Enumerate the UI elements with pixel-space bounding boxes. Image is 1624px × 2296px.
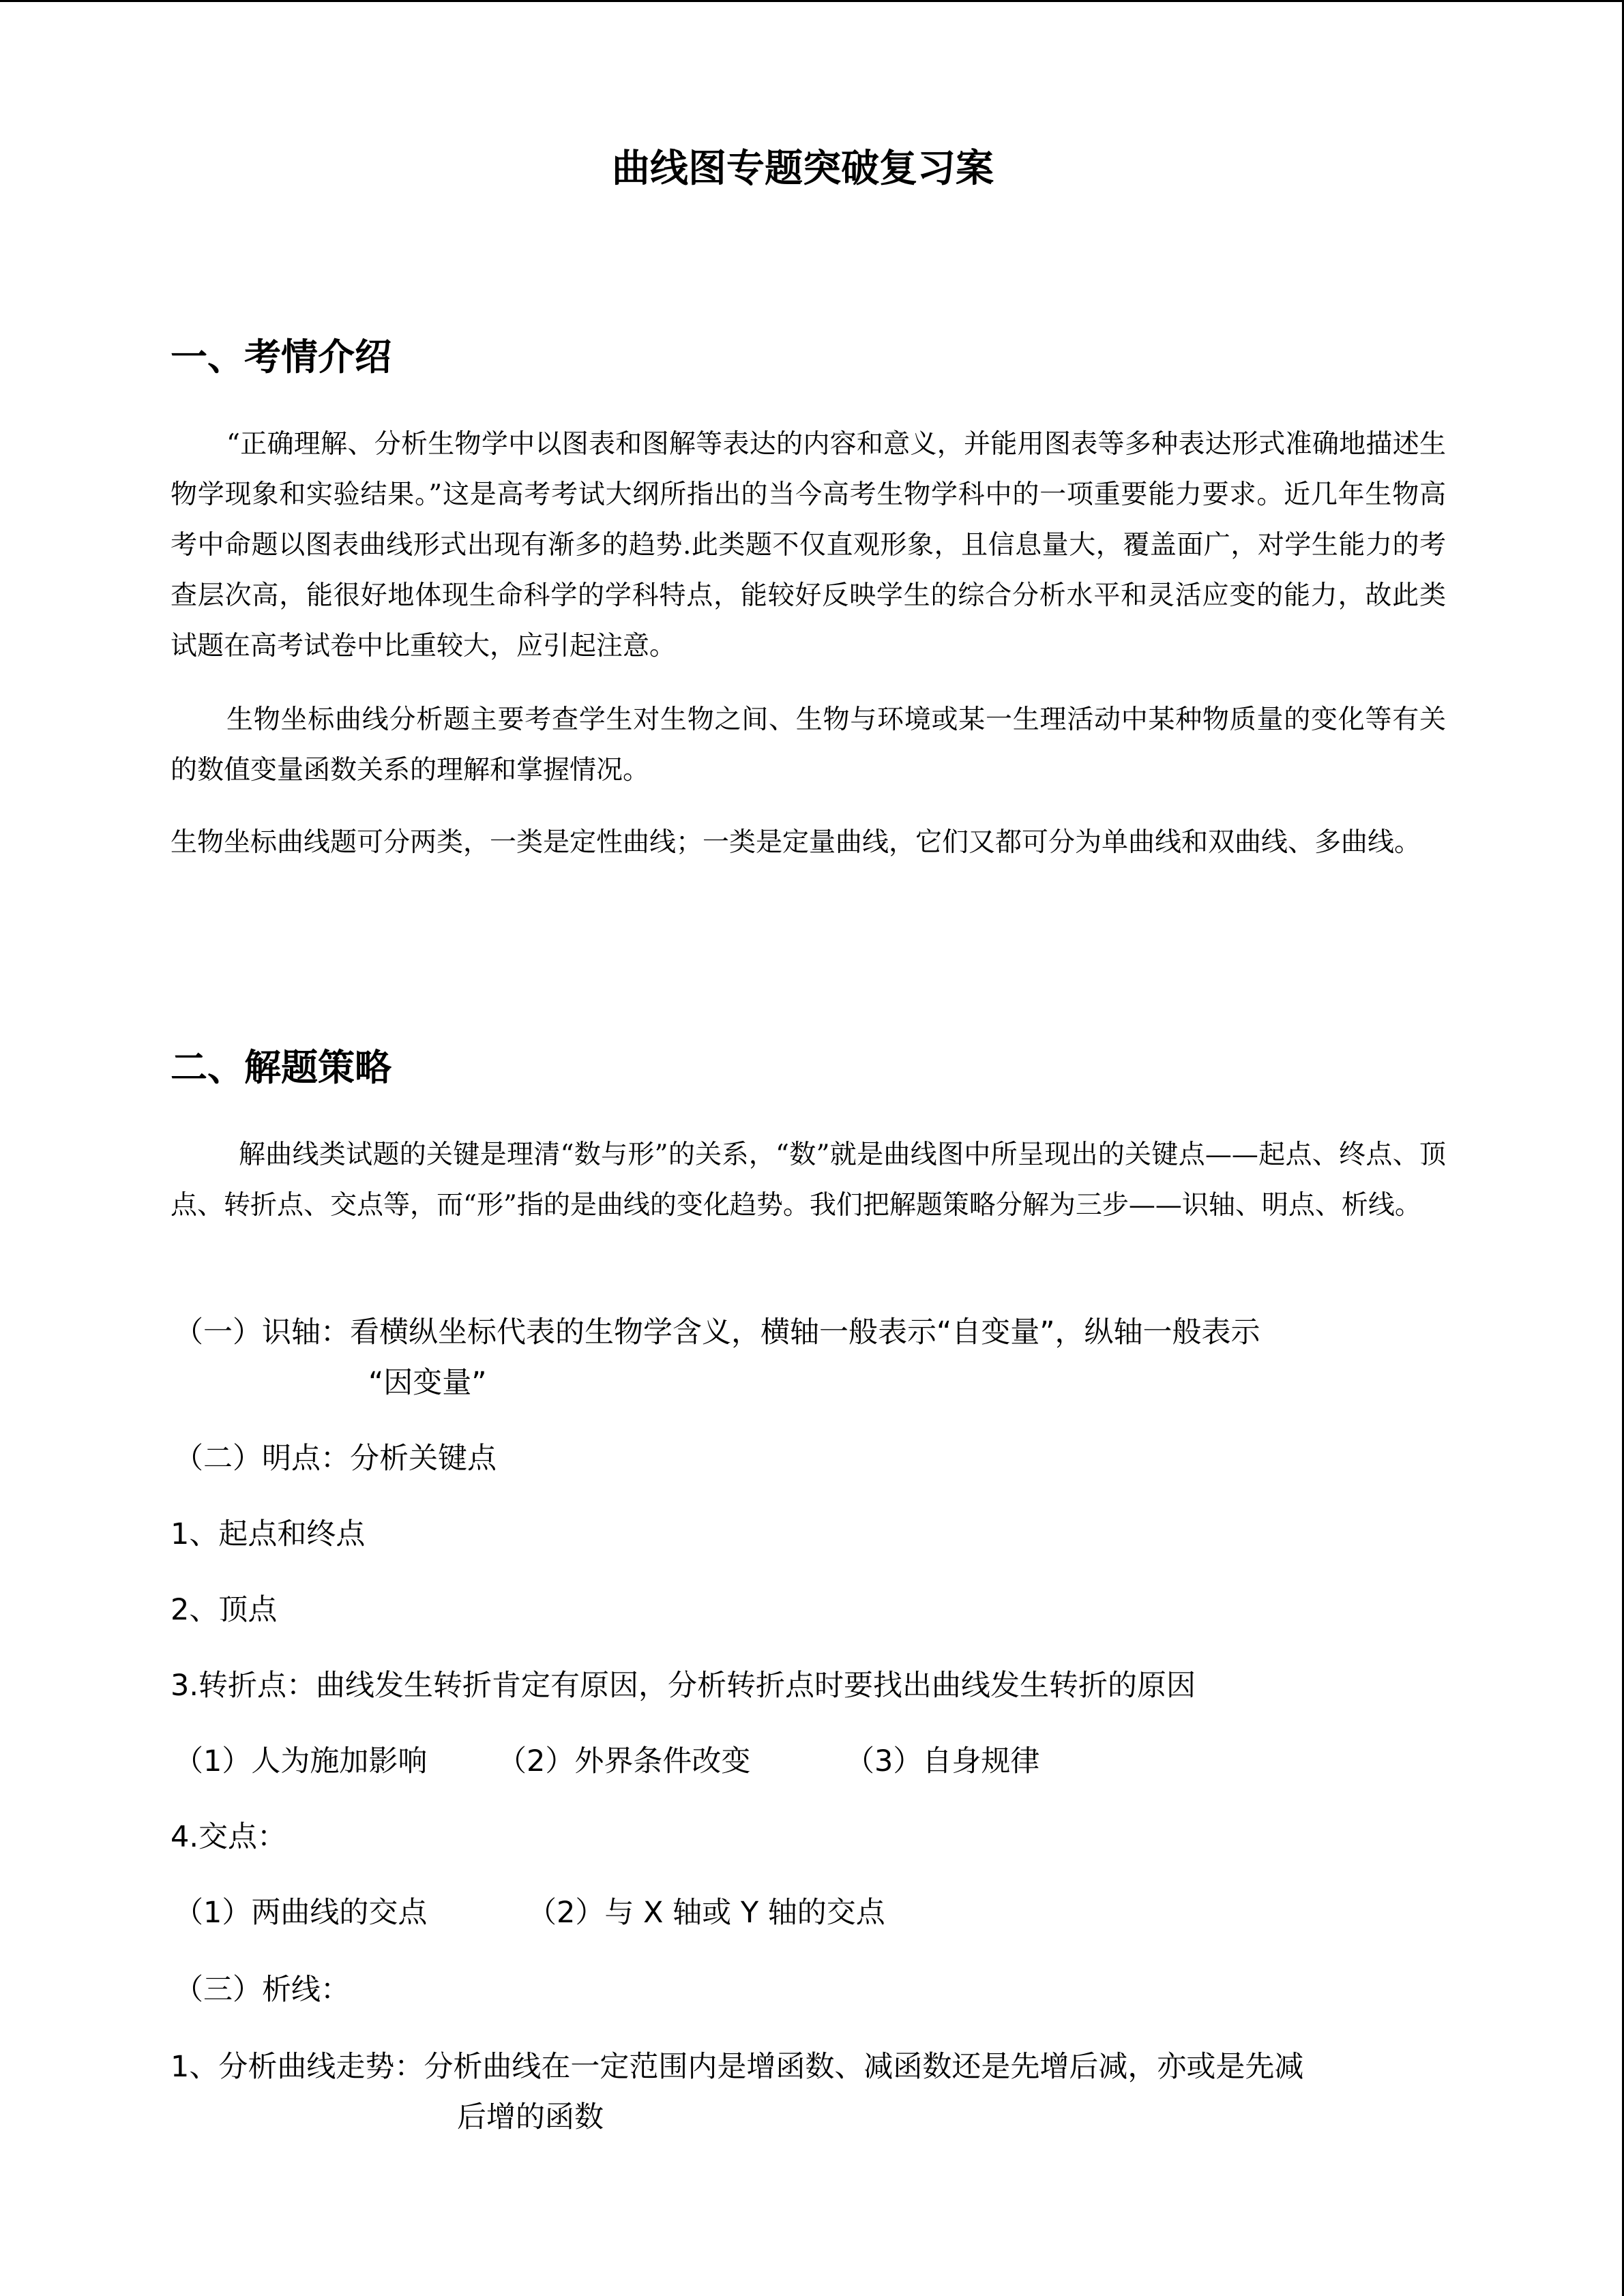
paragraph-exam-intro-1: “正确理解、分析生物学中以图表和图解等表达的内容和意义，并能用图表等多种表达形式准确地描述生物学现象和实验结果。”这是高考考试大纲所指出的当今高考生物学科中的一项重要能力要求。近几年生物高考中命题以图表曲线形式出现有渐多的趋势.此类题不仅直观形象，且信息量大，覆盖面广，对学生能力的考查层次高，能很好地体现生命科学的学科特点，能较好反映学生的综合分析水平和灵活应变的能力，故此类试题在高考试卷中比重较大，应引起注意。 — [171, 429, 1446, 661]
point-turning: 3.转折点：曲线发生转折肯定有原因，分析转折点时要找出曲线发生转折的原因 — [171, 1669, 1196, 1703]
step-identify-axis-continued: “因变量” — [368, 1366, 487, 1400]
step-key-points: （二）明点：分析关键点 — [174, 1442, 497, 1476]
turning-reasons — [174, 1738, 1039, 1785]
intersection-types — [174, 1889, 885, 1937]
point-start-end: 1、起点和终点 — [171, 1517, 366, 1551]
turning-reason-3: （3）自身规律 — [845, 1744, 1040, 1778]
intersection-type-2: （2）与 X 轴或 Y 轴的交点 — [527, 1896, 885, 1930]
document-title: 曲线图专题突破复习案 — [612, 147, 994, 191]
intersection-type-1: （1）两曲线的交点 — [174, 1896, 428, 1930]
paragraph-strategy-intro: 解曲线类试题的关键是理清“数与形”的关系，“数”就是曲线图中所呈现出的关键点——起点、终点、顶点、转折点、交点等，而“形”指的是曲线的变化趋势。我们把解题策略分解为三步——识轴、明点、析线。 — [171, 1139, 1446, 1221]
turning-reason-2: （2）外界条件改变 — [497, 1744, 751, 1778]
point-vertex: 2、顶点 — [171, 1593, 278, 1627]
section-heading-exam-intro: 一、考情介绍 — [171, 336, 392, 378]
line-trend-analysis-continued: 后增的函数 — [457, 2100, 604, 2134]
step-identify-axis: （一）识轴：看横纵坐标代表的生物学含义，横轴一般表示“自变量”，纵轴一般表示 — [174, 1315, 1260, 1350]
paragraph-exam-intro-2: 生物坐标曲线分析题主要考查学生对生物之间、生物与环境或某一生理活动中某种物质量的变化等有关的数值变量函数关系的理解和掌握情况。 — [171, 704, 1446, 786]
section-heading-strategy: 二、解题策略 — [171, 1046, 392, 1089]
turning-reason-1: （1）人为施加影响 — [174, 1744, 428, 1778]
point-intersection: 4.交点： — [171, 1820, 287, 1854]
line-trend-analysis: 1、分析曲线走势：分析曲线在一定范围内是增函数、减函数还是先增后减，亦或是先减 — [171, 2050, 1304, 2084]
paragraph-exam-intro-3: 生物坐标曲线题可分两类，一类是定性曲线；一类是定量曲线，它们又都可分为单曲线和双曲线、多曲线。 — [171, 827, 1421, 858]
step-analyze-lines: （三）析线： — [174, 1973, 350, 2007]
